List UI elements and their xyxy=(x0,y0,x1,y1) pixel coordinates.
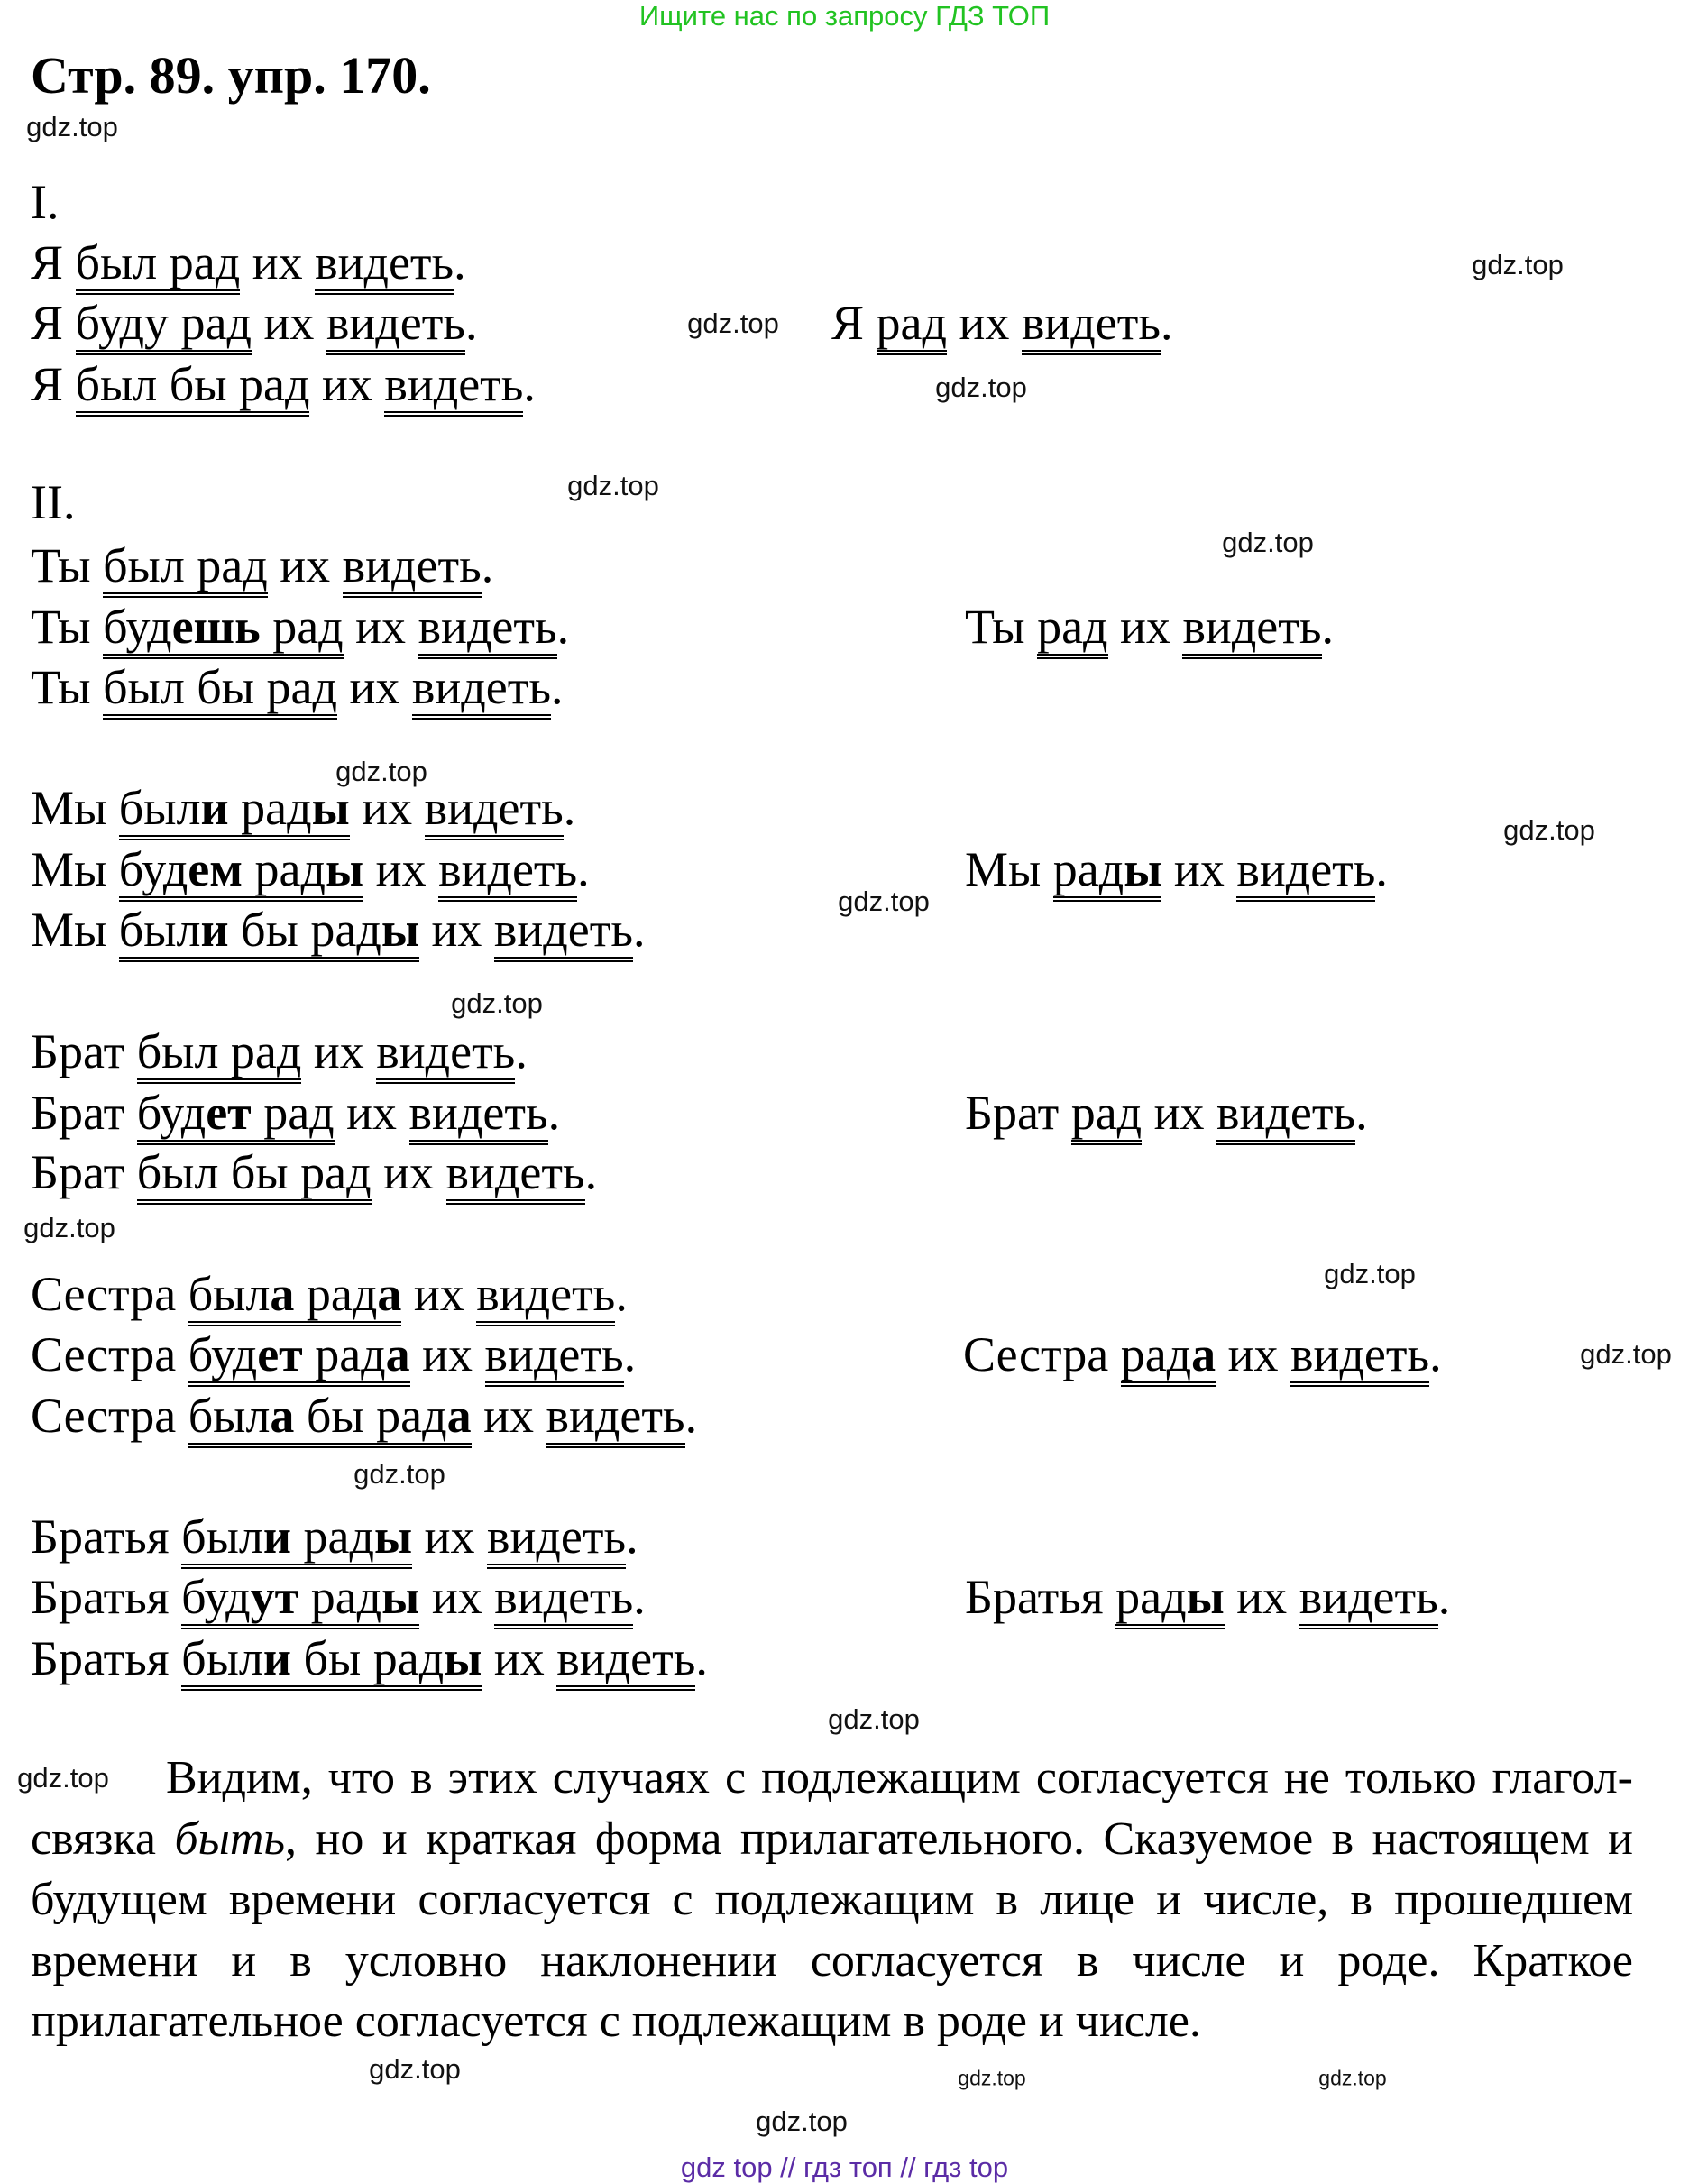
predicate-part: ет xyxy=(257,1327,303,1387)
watermark: gdz.top xyxy=(828,1703,920,1735)
sentence-sestra-future xyxy=(31,1327,636,1381)
sentence-text: Брат xyxy=(31,1145,137,1199)
sentence-text: их xyxy=(267,538,343,592)
predicate-part: ы xyxy=(374,1510,412,1569)
predicate-part: ы xyxy=(381,903,419,962)
sentence-text: Ты xyxy=(965,600,1038,654)
sentence-my-cond xyxy=(31,903,645,957)
sentence-text: . xyxy=(584,1145,598,1199)
watermark: gdz.top xyxy=(26,111,118,142)
sentence-text: их xyxy=(1216,1327,1291,1381)
sentence-text: Мы xyxy=(31,781,119,835)
predicate-part: ет xyxy=(206,1086,252,1145)
sentence-text: Я xyxy=(31,357,76,411)
predicate-part: рад xyxy=(1115,1570,1186,1629)
predicate-part: видеть xyxy=(409,1086,548,1145)
predicate-part: ы xyxy=(312,781,350,840)
predicate-part: ы xyxy=(381,1570,419,1629)
sentence-text: . xyxy=(615,1267,628,1321)
sentence-text: . xyxy=(695,1631,708,1685)
predicate-part: рад xyxy=(291,1510,374,1569)
sentence-text: их xyxy=(240,235,316,289)
sentence-text: Брат xyxy=(31,1086,137,1140)
predicate-part: видеть xyxy=(1022,296,1161,355)
watermark: gdz.top xyxy=(1472,249,1564,280)
predicate-part: рад xyxy=(1053,842,1124,902)
predicate-part: рад xyxy=(261,600,344,659)
predicate-part: буду рад xyxy=(76,296,252,355)
predicate-part: рад xyxy=(303,1327,386,1387)
predicate-part: видеть xyxy=(418,600,557,659)
predicate-part: ешь xyxy=(172,600,261,659)
predicate-part: рад xyxy=(1121,1327,1191,1387)
sentence-text: их xyxy=(363,842,439,896)
predicate-part: буд xyxy=(188,1327,258,1387)
section-heading-1: I. xyxy=(31,175,60,229)
sentence-text: . xyxy=(547,1086,561,1140)
predicate-part: а xyxy=(447,1389,472,1448)
watermark: gdz.top xyxy=(369,2053,461,2085)
sentence-text: . xyxy=(481,538,494,592)
paragraph-italic-word: быть xyxy=(174,1812,286,1865)
predicate-part: был рад xyxy=(103,538,268,598)
sentence-text: Брат xyxy=(965,1086,1071,1140)
sentence-text: Братья xyxy=(31,1631,182,1685)
predicate-part: видеть xyxy=(343,538,482,598)
predicate-part: видеть xyxy=(446,1145,585,1205)
sentence-text: . xyxy=(684,1389,698,1443)
predicate-part: ы xyxy=(1187,1570,1225,1629)
predicate-part: был xyxy=(181,1631,263,1691)
sentence-text: . xyxy=(632,903,646,957)
sentence-text: . xyxy=(556,600,570,654)
predicate-part: был рад xyxy=(137,1024,302,1084)
watermark: gdz.top xyxy=(1503,814,1595,846)
predicate-part: рад xyxy=(877,296,947,355)
sentence-text: . xyxy=(577,842,590,896)
predicate-part: был бы рад xyxy=(103,660,337,720)
watermark: gdz.top xyxy=(567,470,659,501)
predicate-part: видеть xyxy=(384,357,523,417)
predicate-part: был xyxy=(119,903,201,962)
sentence-text: Я xyxy=(831,296,877,350)
sentence-text: их xyxy=(419,1570,495,1624)
predicate-part: буд xyxy=(137,1086,207,1145)
sentence-text: . xyxy=(626,1510,638,1564)
sentence-text: их xyxy=(1107,600,1183,654)
predicate-part: видеть xyxy=(476,1267,615,1326)
watermark: gdz.top xyxy=(353,1458,445,1490)
sentence-brat-cond xyxy=(31,1145,597,1199)
predicate-part: а xyxy=(1191,1327,1216,1387)
predicate-part: видеть xyxy=(556,1631,695,1691)
watermark: gdz.top xyxy=(1324,1258,1416,1289)
watermark: gdz.top xyxy=(756,2106,848,2137)
watermark: gdz.top xyxy=(958,2066,1026,2090)
predicate-part: а xyxy=(270,1389,294,1448)
sentence-text: их xyxy=(301,1024,377,1078)
predicate-part: рад xyxy=(294,1267,377,1326)
sentence-text: их xyxy=(471,1389,546,1443)
watermark: gdz.top xyxy=(687,307,779,339)
sentence-text: их xyxy=(349,781,425,835)
predicate-part: был xyxy=(188,1267,271,1326)
predicate-part: бы рад xyxy=(229,903,381,962)
sentence-text: Братья xyxy=(31,1510,182,1564)
sentence-text: Сестра xyxy=(963,1327,1121,1381)
search-banner: Ищите нас по запросу ГДЗ ТОП xyxy=(638,0,1051,32)
sentence-text: Мы xyxy=(965,842,1053,896)
sentence-text: Братья xyxy=(965,1570,1116,1624)
watermark: gdz.top xyxy=(935,372,1027,403)
predicate-part: видеть xyxy=(1236,842,1375,902)
sentence-bratya-present xyxy=(965,1570,1450,1624)
sentence-ty-present xyxy=(965,600,1334,654)
sentence-sestra-past xyxy=(31,1267,628,1321)
sentence-sestra-present xyxy=(963,1327,1442,1381)
predicate-part: видеть xyxy=(326,296,465,355)
sentence-my-past xyxy=(31,781,575,835)
predicate-part: ы xyxy=(1124,842,1161,902)
predicate-part: буд xyxy=(119,842,188,902)
sentence-text: Сестра xyxy=(31,1389,188,1443)
sentence-brat-present xyxy=(965,1086,1368,1140)
watermark: gdz.top xyxy=(1222,527,1314,558)
sentence-text: . xyxy=(550,660,564,714)
sentence-bratya-future xyxy=(31,1570,646,1624)
sentence-text: . xyxy=(1321,600,1335,654)
sentence-text: . xyxy=(633,1570,646,1624)
predicate-part: видеть xyxy=(546,1389,685,1448)
sentence-bratya-past xyxy=(31,1510,638,1564)
predicate-part: рад xyxy=(1071,1086,1142,1145)
predicate-part: видеть xyxy=(376,1024,515,1084)
sentence-text: . xyxy=(1355,1086,1368,1140)
sentence-ty-future xyxy=(31,600,569,654)
sentence-ya-future xyxy=(31,296,477,350)
watermark: gdz.top xyxy=(23,1212,115,1243)
sentence-text: их xyxy=(412,1510,488,1564)
predicate-part: и xyxy=(263,1510,291,1569)
sentence-text: . xyxy=(1437,1570,1451,1624)
sentence-ya-cond xyxy=(31,357,536,411)
sentence-text: Я xyxy=(31,296,76,350)
sentence-text: их xyxy=(1224,1570,1299,1624)
sentence-text: . xyxy=(1160,296,1173,350)
sentence-text: . xyxy=(1375,842,1388,896)
sentence-text: их xyxy=(309,357,385,411)
sentence-ya-present xyxy=(831,296,1172,350)
sentence-text: их xyxy=(1161,842,1237,896)
predicate-part: рад xyxy=(298,1570,381,1629)
sentence-text: их xyxy=(419,903,494,957)
sentence-text: Брат xyxy=(31,1024,137,1078)
sentence-text: Сестра xyxy=(31,1267,188,1321)
sentence-brat-past xyxy=(31,1024,528,1078)
predicate-part: видеть xyxy=(315,235,454,295)
sentence-text: их xyxy=(334,1086,409,1140)
sentence-text: . xyxy=(563,781,576,835)
predicate-part: буд xyxy=(181,1570,251,1629)
sentence-text: . xyxy=(454,235,466,289)
sentence-text: их xyxy=(251,296,326,350)
sentence-ty-past xyxy=(31,538,493,592)
predicate-part: ы xyxy=(444,1631,482,1691)
sentence-sestra-cond xyxy=(31,1389,697,1443)
sentence-text: . xyxy=(515,1024,528,1078)
watermark: gdz.top xyxy=(17,1762,109,1794)
predicate-part: видеть xyxy=(1290,1327,1429,1387)
sentence-text: . xyxy=(464,296,478,350)
predicate-part: был xyxy=(119,781,201,840)
sentence-text: Братья xyxy=(31,1570,182,1624)
footer-links[interactable]: gdz top // гдз топ // гдз top xyxy=(680,2152,1009,2183)
sentence-text: их xyxy=(336,660,412,714)
predicate-part: был бы рад xyxy=(76,357,310,417)
sentence-text: Мы xyxy=(31,842,119,896)
predicate-part: видеть xyxy=(425,781,564,840)
sentence-brat-future xyxy=(31,1086,560,1140)
sentence-text: Ты xyxy=(31,538,104,592)
predicate-part: бы рад xyxy=(294,1389,446,1448)
predicate-part: видеть xyxy=(494,903,633,962)
sentence-text: Я xyxy=(31,235,76,289)
watermark: gdz.top xyxy=(1580,1338,1672,1370)
predicate-part: был xyxy=(181,1510,263,1569)
predicate-part: бы рад xyxy=(291,1631,444,1691)
sentence-text: . xyxy=(523,357,536,411)
sentence-ty-cond xyxy=(31,660,563,714)
watermark: gdz.top xyxy=(335,756,427,787)
watermark: gdz.top xyxy=(1318,2066,1387,2090)
sentence-text: Мы xyxy=(31,903,119,957)
sentence-text: . xyxy=(623,1327,637,1381)
predicate-part: видеть xyxy=(1216,1086,1355,1145)
watermark: gdz.top xyxy=(451,987,543,1019)
sentence-text: их xyxy=(401,1267,477,1321)
section-heading-2: II. xyxy=(31,475,76,529)
page-title: Стр. 89. упр. 170. xyxy=(31,46,431,105)
predicate-part: был xyxy=(188,1389,271,1448)
paragraph-text: , но и краткая форма прилагательного. Сказуемое в настоящем и будущем времени согласуется с подлежащим в лице и числе, в прошедшем времени и в условно наклонении согласуется в числе и роде. Краткое прилагательное согласуется с подлежащим в роде и числе. xyxy=(31,1812,1633,2047)
predicate-part: и xyxy=(201,781,229,840)
sentence-text: их xyxy=(946,296,1022,350)
sentence-bratya-cond xyxy=(31,1631,708,1685)
predicate-part: рад xyxy=(252,1086,335,1145)
predicate-part: ы xyxy=(326,842,363,902)
predicate-part: был рад xyxy=(76,235,241,295)
sentence-text: Сестра xyxy=(31,1327,188,1381)
sentence-text: Ты xyxy=(31,660,104,714)
conclusion-paragraph xyxy=(31,1748,1633,2052)
predicate-part: видеть xyxy=(412,660,551,720)
predicate-part: буд xyxy=(103,600,172,659)
predicate-part: а xyxy=(386,1327,410,1387)
predicate-part: а xyxy=(270,1267,294,1326)
predicate-part: рад xyxy=(243,842,326,902)
sentence-text: . xyxy=(1429,1327,1442,1381)
predicate-part: и xyxy=(201,903,229,962)
sentence-ya-past xyxy=(31,235,466,289)
predicate-part: видеть xyxy=(1182,600,1321,659)
paragraph-text: Видим, что в этих случаях с подлежащим согласуется не только глагол-связка xyxy=(31,1752,1633,1865)
predicate-part: и xyxy=(263,1631,291,1691)
sentence-text: Ты xyxy=(31,600,104,654)
predicate-part: рад xyxy=(229,781,312,840)
sentence-text: их xyxy=(1142,1086,1217,1140)
predicate-part: ут xyxy=(251,1570,299,1629)
predicate-part: а xyxy=(377,1267,401,1326)
sentence-text: их xyxy=(482,1631,557,1685)
predicate-part: рад xyxy=(1037,600,1107,659)
predicate-part: видеть xyxy=(487,1510,626,1569)
predicate-part: видеть xyxy=(485,1327,624,1387)
predicate-part: ем xyxy=(188,842,243,902)
sentence-text: их xyxy=(371,1145,446,1199)
watermark: gdz.top xyxy=(838,886,930,917)
sentence-text: их xyxy=(343,600,418,654)
sentence-my-present xyxy=(965,842,1388,896)
predicate-part: видеть xyxy=(1299,1570,1438,1629)
predicate-part: видеть xyxy=(438,842,577,902)
sentence-my-future xyxy=(31,842,590,896)
predicate-part: видеть xyxy=(494,1570,633,1629)
predicate-part: был бы рад xyxy=(137,1145,372,1205)
sentence-text: их xyxy=(409,1327,485,1381)
